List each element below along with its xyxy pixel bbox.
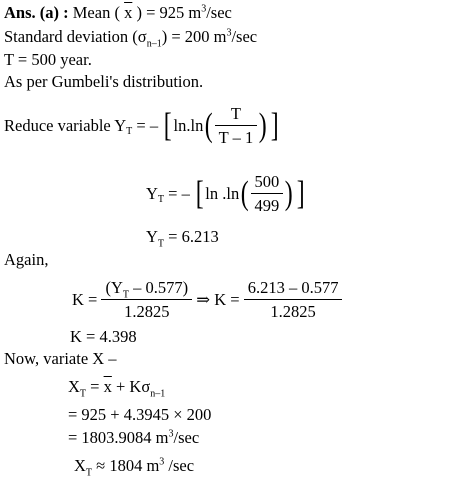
std-dev-line: Standard deviation $(\sigma_{n-1}) = 200$ $m^3/\sec$ bbox=[4, 27, 258, 50]
xt-result: = 1803.9084 $m^3/\sec$ bbox=[68, 428, 200, 447]
return-period-line: T = 500 year. bbox=[4, 50, 92, 69]
k-equation: K = $\frac{(Y_T - 0.577)}{1.2825}$ ⇒ K = $\frac{6.213 - 0.577}{1.2825}$ bbox=[72, 278, 342, 322]
again-label: Again, bbox=[4, 250, 49, 269]
k-value: K = 4.398 bbox=[70, 327, 137, 346]
fraction: $\frac{T}{T - 1}$ bbox=[215, 104, 258, 148]
answer-label: Ans. (a) : bbox=[4, 3, 69, 22]
fraction: $\frac{6.213 - 0.577}{1.2825}$ bbox=[244, 278, 343, 322]
fraction: $\frac{(Y_T - 0.577)}{1.2825}$ bbox=[101, 278, 192, 322]
fraction: $\frac{500}{499}$ bbox=[251, 172, 284, 216]
xt-formula: $X_T = \overline{x} + K\sigma_{n-1}$ bbox=[68, 377, 166, 400]
distribution-line: As per Gumbeli's distribution. bbox=[4, 72, 204, 91]
mean-line: Ans. (a) : Mean ( $\overline{x}$ ) = 925 $m^3/\sec$ bbox=[4, 3, 232, 22]
xt-final: $X_T \approx 1804$ $m^3$ /sec bbox=[74, 456, 195, 479]
now-variate-label: Now, variate X – bbox=[4, 349, 117, 368]
yt-value: $Y_T = 6.213$ bbox=[146, 227, 219, 250]
reduce-variable-substituted: $Y_T$ = – [ ln .ln( $\frac{500}{499}$ )] bbox=[146, 172, 305, 215]
xt-substitution: = 925 + 4.3945 × 200 bbox=[68, 405, 212, 424]
reduce-variable-eq: Reduce variable $Y_T$ = – [ ln.ln( $\frac{T}{T - 1}$ )] bbox=[4, 104, 279, 147]
